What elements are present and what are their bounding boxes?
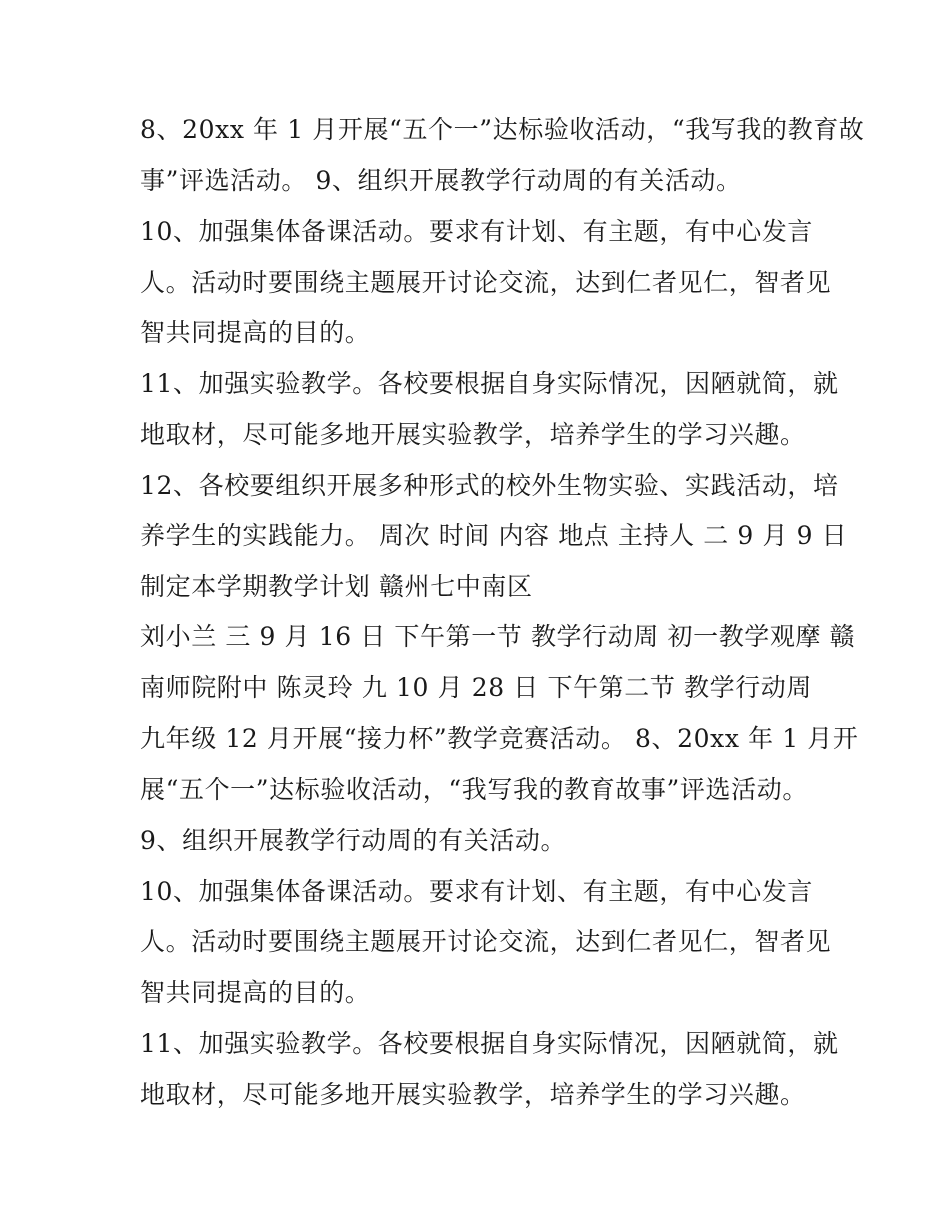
text-line: 智共同提高的目的。 xyxy=(140,318,371,347)
text-line: 10、加强集体备课活动。要求有计划、有主题，有中心发言 xyxy=(140,217,814,246)
text-line: 南师院附中 陈灵玲 九 10 月 28 日 下午第二节 教学行动周 xyxy=(140,673,812,702)
text-line: 九年级 12 月开展“接力杯”教学竞赛活动。 8、20xx 年 1 月开 xyxy=(140,724,859,753)
text-line: 10、加强集体备课活动。要求有计划、有主题，有中心发言 xyxy=(140,877,814,906)
text-line: 11、加强实验教学。各校要根据自身实际情况，因陋就简，就 xyxy=(140,1029,839,1058)
text-line: 人。活动时要围绕主题展开讨论交流，达到仁者见仁，智者见 xyxy=(140,927,832,956)
text-line: 地取材，尽可能多地开展实验教学，培养学生的学习兴趣。 xyxy=(140,420,806,449)
text-line: 事”评选活动。 9、组织开展教学行动周的有关活动。 xyxy=(140,166,742,195)
text-line: 养学生的实践能力。 周次 时间 内容 地点 主持人 二 9 月 9 日 xyxy=(140,521,848,550)
text-line: 12、各校要组织开展多种形式的校外生物实验、实践活动，培 xyxy=(140,471,839,500)
text-line: 刘小兰 三 9 月 16 日 下午第一节 教学行动周 初一教学观摩 赣 xyxy=(140,622,856,651)
text-line: 智共同提高的目的。 xyxy=(140,978,371,1007)
text-line: 8、20xx 年 1 月开展“五个一”达标验收活动，“我写我的教育故 xyxy=(140,115,865,144)
text-line: 9、组织开展教学行动周的有关活动。 xyxy=(140,826,567,855)
text-line: 展“五个一”达标验收活动，“我写我的教育故事”评选活动。 xyxy=(140,775,808,804)
text-line: 制定本学期教学计划 赣州七中南区 xyxy=(140,572,533,601)
text-line: 人。活动时要围绕主题展开讨论交流，达到仁者见仁，智者见 xyxy=(140,268,832,297)
text-line: 11、加强实验教学。各校要根据自身实际情况，因陋就简，就 xyxy=(140,369,839,398)
text-line: 地取材，尽可能多地开展实验教学，培养学生的学习兴趣。 xyxy=(140,1080,806,1109)
